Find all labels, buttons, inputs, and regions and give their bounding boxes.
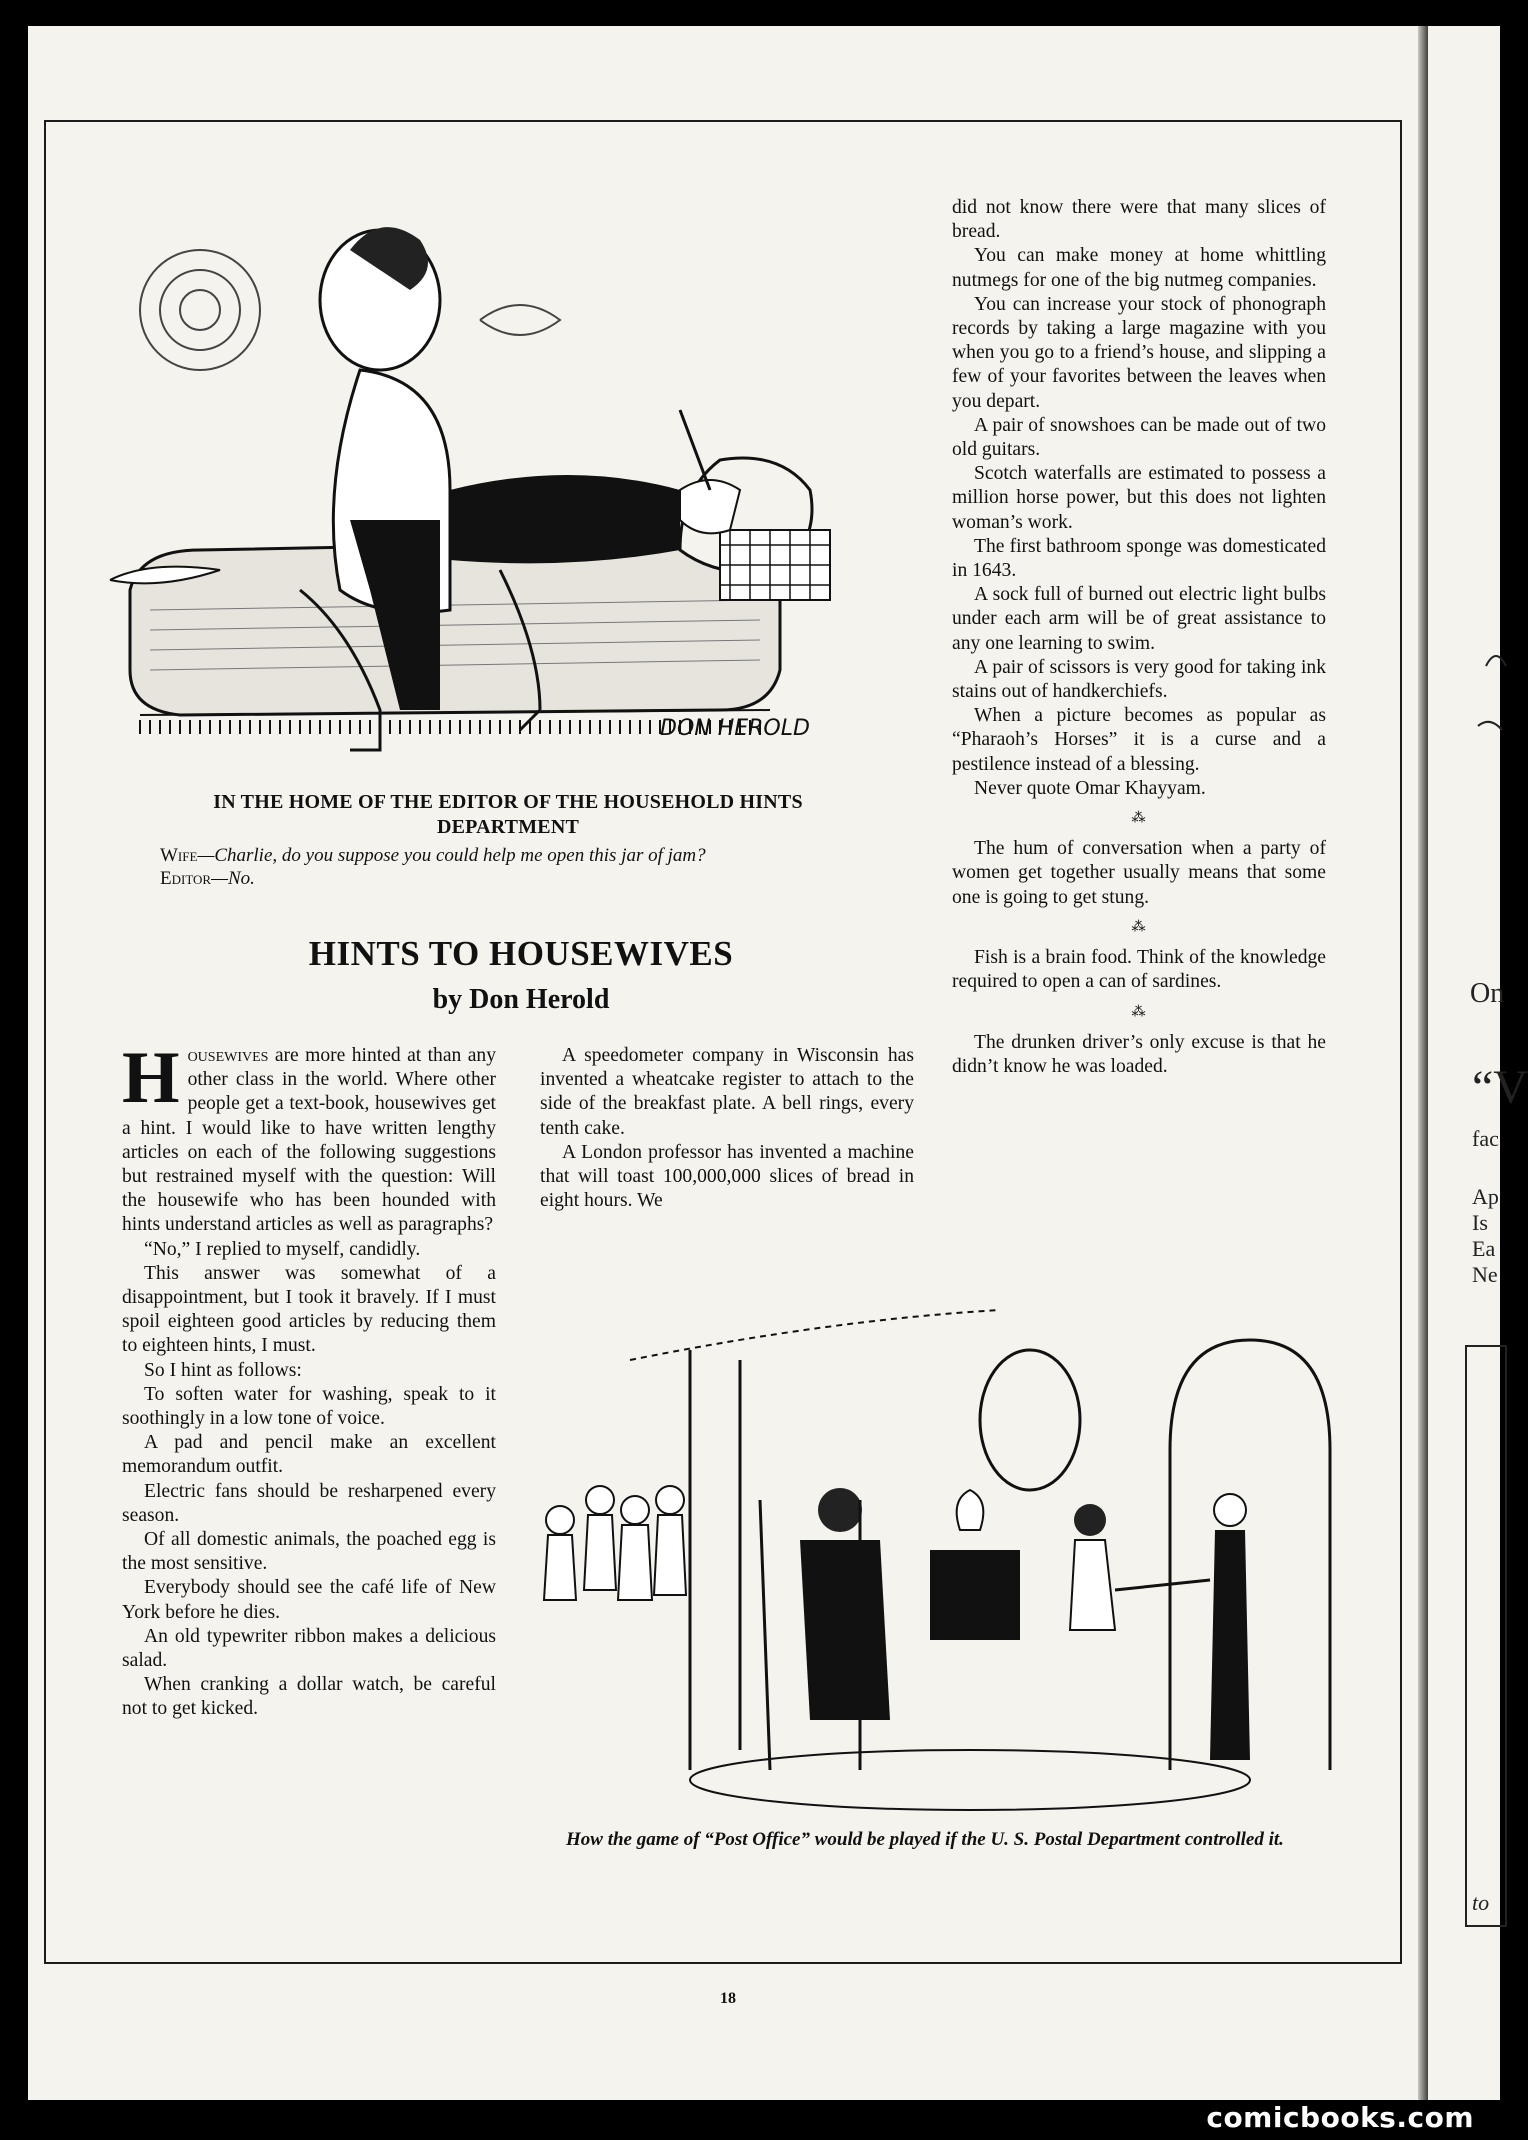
paragraph: When cranking a dollar watch, be careful not to get kicked. (122, 1674, 496, 1720)
paragraph (122, 1037, 496, 1238)
paragraph: A London professor has invented a machine that will toast 100,000,000 slices of bread in eight hours. We (540, 1141, 914, 1212)
top-cartoon (120, 190, 880, 770)
paragraph: The drunken driver’s only excuse is that he didn’t know he was loaded. (952, 1031, 1326, 1077)
cartoon-caption-title: IN THE HOME OF THE EDITOR OF THE HOUSEHOLD HINTS DEPARTMENT (213, 791, 803, 838)
paragraph: A pad and pencil make an excellent memorandum outfit. (122, 1432, 496, 1478)
paragraph: A speedometer company in Wisconsin has invented a wheatcake register to attach to the side of the breakfast plate. A bell rings, every tenth cake. (540, 1045, 914, 1139)
next-page-fragment: “V (1472, 1061, 1528, 1114)
article-column-1 (122, 1037, 496, 1722)
speaker-name: Wife (160, 845, 198, 866)
drop-cap: H (122, 1037, 180, 1119)
section-separator: ⁂ (1131, 919, 1147, 935)
site-watermark: comicbooks.com (1206, 2101, 1474, 2134)
dialogue-line-wife (160, 844, 880, 867)
next-page-edge (1428, 26, 1528, 2100)
paragraph: When a picture becomes as popular as “Pharaoh’s Horses” it is a curse and a pestilence instead of a blessing. (952, 705, 1326, 775)
paragraph: did not know there were that many slices of bread. (952, 197, 1326, 243)
bottom-cartoon (530, 1300, 1330, 1820)
bottom-cartoon-caption: How the game of “Post Office” would be played if the U. S. Postal Department controlled it. (566, 1829, 1284, 1850)
dialogue-line-editor (160, 867, 880, 890)
article-column-3 (952, 196, 1326, 1079)
paragraph: The hum of conversation when a party of women get together usually means that some one is going to get stung. (952, 838, 1326, 908)
next-page-fragment: Is (1472, 1210, 1488, 1235)
next-page-fragment: fac (1472, 1126, 1499, 1151)
paragraph: A pair of scissors is very good for taking ink stains out of handkerchiefs. (952, 656, 1326, 703)
dialogue-text: —No. (211, 868, 255, 889)
paragraph: This answer was somewhat of a disappointment, but I took it bravely. If I must spoil eighteen good articles by reducing them to eighteen hints, I must. (122, 1262, 496, 1357)
section-separator: ⁂ (1131, 1004, 1147, 1020)
paragraph: You can increase your stock of phonograph records by taking a large magazine with you when you go to a friend’s house, and slipping a few of your favorites between the leaves when you depart. (952, 293, 1326, 412)
paragraph: Fish is a brain food. Think of the knowledge required to open a can of sardines. (952, 947, 1326, 993)
paragraph: An old typewriter ribbon makes a delicious salad. (122, 1625, 496, 1672)
next-page-fragment: Ap (1472, 1184, 1499, 1209)
paragraph: Electric fans should be resharpened every season. (122, 1480, 496, 1526)
post-office-scene-drawing (530, 1300, 1330, 1820)
paragraph: You can make money at home whittling nutmegs for one of the big nutmeg companies. (952, 245, 1326, 291)
next-page-fragment: On (1470, 978, 1505, 1009)
couch-scene-drawing (120, 190, 880, 770)
paragraph: Everybody should see the café life of New York before he dies. (122, 1577, 496, 1623)
paragraph-text: are more hinted at than any other class in the world. Where other people get a text-book, housewives get a hint. I would like to have written lengthy articles on each of the following suggestions but restrained myself with the question: Will the housewife who has been hounded with hints understand articles as well as paragraphs? (122, 1045, 496, 1236)
article-column-2 (540, 1044, 914, 1213)
artist-signature: DON HEROLD (660, 716, 810, 741)
dialogue-text: —Charlie, do you suppose you could help me open this jar of jam? (197, 845, 706, 866)
next-page-fragment: to (1472, 1890, 1490, 1915)
speaker-name: Editor (160, 868, 212, 889)
article-title: HINTS TO HOUSEWIVES (308, 934, 734, 973)
paragraph: To soften water for washing, speak to it soothingly in a low tone of voice. (122, 1383, 496, 1430)
cartoon-dialogue (160, 844, 880, 890)
next-page-fragment: Ea (1472, 1236, 1496, 1261)
paragraph: So I hint as follows: (144, 1359, 302, 1381)
paragraph: “No,” I replied to myself, candidly. (144, 1238, 421, 1260)
page-number: 18 (720, 1990, 736, 2007)
paragraph: Of all domestic animals, the poached egg is the most sensitive. (122, 1529, 496, 1575)
paragraph: Never quote Omar Khayyam. (974, 777, 1206, 799)
paragraph: The first bathroom sponge was domesticated in 1643. (952, 535, 1326, 582)
article-byline: by Don Herold (432, 984, 610, 1015)
paragraph: Scotch waterfalls are estimated to possess a million horse power, but this does not lighten woman’s work. (952, 463, 1326, 533)
paragraph: A sock full of burned out electric light bulbs under each arm will be of great assistance to any one learning to swim. (952, 584, 1326, 654)
section-separator: ⁂ (1131, 811, 1147, 827)
drop-cap-rest: ousewives (187, 1045, 269, 1066)
paragraph: A pair of snowshoes can be made out of two old guitars. (952, 414, 1326, 461)
next-page-fragment: Ne (1472, 1262, 1498, 1287)
